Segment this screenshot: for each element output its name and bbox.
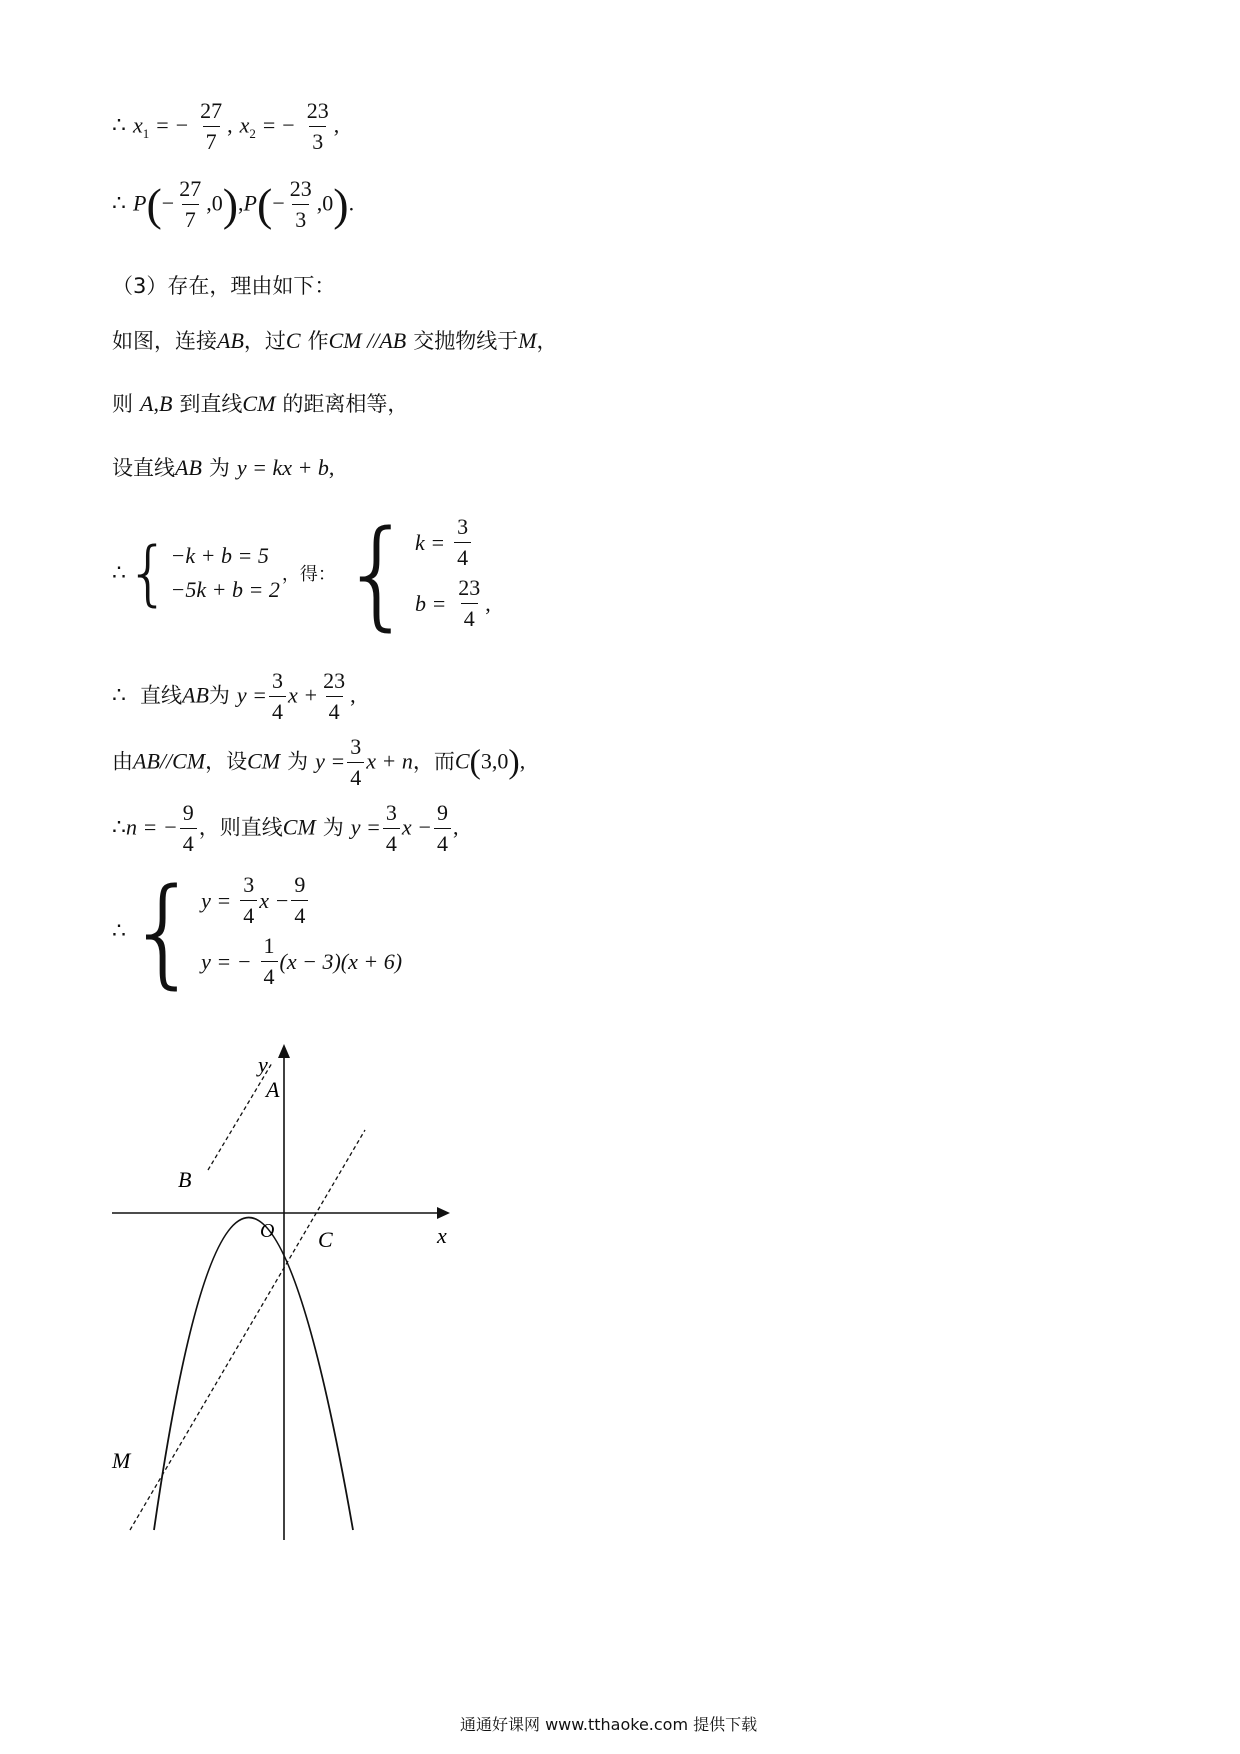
- x-axis-label: x: [437, 1223, 447, 1248]
- line-8: ∴ 直线AB为 y = $\frac{3}{4}$ x + $\frac{23}{4}$ ,: [112, 668, 356, 724]
- line-4: 如图，连接AB，过C 作CM //AB 交抛物线于M，: [112, 328, 558, 353]
- point-b-label: B: [178, 1167, 192, 1192]
- x-axis-arrow: [437, 1207, 450, 1219]
- line-5: 则 A,B 到直线CM 的距离相等，: [112, 391, 409, 416]
- line-cm: [130, 1130, 365, 1530]
- fraction: $\frac{27}{7}$: [200, 98, 223, 154]
- parabola-figure: [100, 1030, 460, 1540]
- point-a-label: A: [266, 1077, 280, 1102]
- line-7: ∴ { −k + b = 5 −5k + b = 2 ，得： { k = $\frac{3}{4}$ b = $\frac{23}{4}$ ,: [112, 504, 491, 642]
- line-6: 设直线AB 为 y = kx + b,: [112, 455, 335, 480]
- equation-system: { −k + b = 5 −5k + b = 2: [126, 532, 280, 614]
- part-3-label: （3）存在，理由如下：: [112, 274, 336, 298]
- line-9: 由AB//CM，设CM 为 y = $\frac{3}{4}$ x + n，而C(3,0),: [112, 734, 526, 790]
- line-10: ∴n = − $\frac{9}{4}$ ，则直线CM 为 y = $\frac{3}{4}$ x − $\frac{9}{4}$ ,: [112, 800, 459, 856]
- fraction: $\frac{23}{3}$: [306, 98, 329, 154]
- footer-text: 通通好课网 www.tthaoke.com 提供下载: [460, 1715, 758, 1734]
- line-11: ∴ { y = $\frac{3}{4}$ x − $\frac{9}{4}$ y = − $\frac{1}{4}$ (x − 3)(x + 6): [112, 862, 403, 1000]
- parabola-curve: [154, 1218, 353, 1531]
- line-ab: [208, 1063, 272, 1170]
- point-m-label: M: [112, 1448, 131, 1473]
- line-2: ∴ P(− $\frac{27}{7}$ ,0),P(− $\frac{23}{3}$ ,0).: [112, 176, 355, 232]
- equation-system: { y = $\frac{3}{4}$ x − $\frac{9}{4}$ y = − $\frac{1}{4}$ (x − 3)(x + 6): [126, 862, 403, 1000]
- origin-label: O: [260, 1220, 275, 1242]
- fraction: $\frac{27}{7}$: [179, 176, 202, 232]
- solution-system: { k = $\frac{3}{4}$ b = $\frac{23}{4}$ ,: [339, 504, 491, 642]
- line-1: ∴ $x_1$ = − $\frac{27}{7}$ , $x_2$ = − $\frac{23}{3}$ ,: [112, 98, 340, 154]
- y-axis-arrow: [278, 1044, 290, 1058]
- y-axis-label: y: [258, 1052, 268, 1077]
- fraction: $\frac{23}{3}$: [289, 176, 312, 232]
- point-c-label: C: [318, 1227, 333, 1252]
